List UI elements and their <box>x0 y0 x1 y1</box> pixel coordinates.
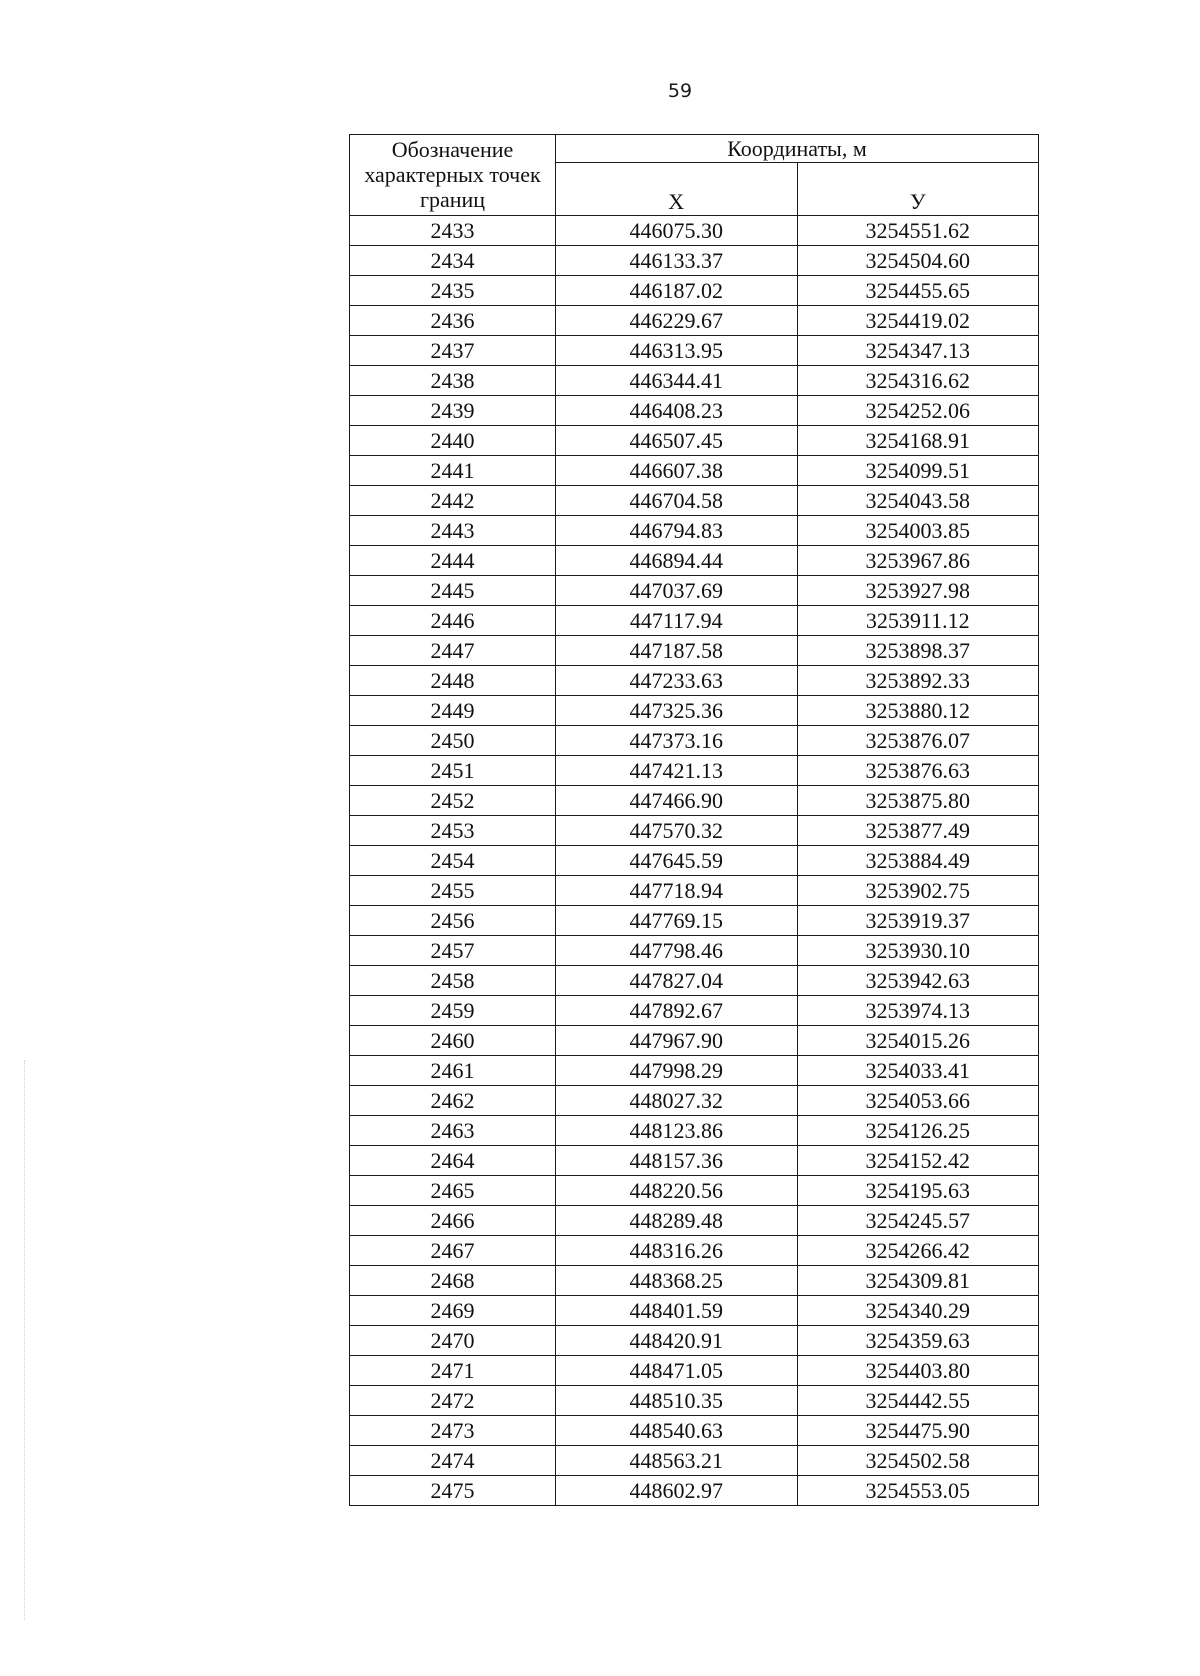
cell-y: 3254475.90 <box>797 1416 1039 1446</box>
cell-y: 3254252.06 <box>797 396 1039 426</box>
cell-x: 448471.05 <box>556 1356 798 1386</box>
cell-x: 447967.90 <box>556 1026 798 1056</box>
cell-y: 3253884.49 <box>797 846 1039 876</box>
cell-point: 2465 <box>350 1176 556 1206</box>
table-row <box>350 516 1039 546</box>
table-row <box>350 666 1039 696</box>
table-row <box>350 756 1039 786</box>
cell-x: 446794.83 <box>556 516 798 546</box>
cell-point: 2473 <box>350 1416 556 1446</box>
cell-y: 3254553.05 <box>797 1476 1039 1506</box>
header-coordinates: Координаты, м <box>556 135 1039 163</box>
table-row <box>350 906 1039 936</box>
coordinates-table <box>349 134 1039 1506</box>
header-point-designation: Обозначение характерных точек границ <box>350 135 556 216</box>
page-number: 59 <box>667 80 693 102</box>
table-row <box>350 846 1039 876</box>
cell-x: 447798.46 <box>556 936 798 966</box>
table-row <box>350 366 1039 396</box>
cell-y: 3254043.58 <box>797 486 1039 516</box>
cell-x: 448401.59 <box>556 1296 798 1326</box>
cell-point: 2458 <box>350 966 556 996</box>
header-row-1 <box>350 135 1039 163</box>
cell-y: 3254551.62 <box>797 216 1039 246</box>
cell-x: 447892.67 <box>556 996 798 1026</box>
cell-point: 2439 <box>350 396 556 426</box>
table-row <box>350 1266 1039 1296</box>
cell-x: 448289.48 <box>556 1206 798 1236</box>
cell-y: 3254316.62 <box>797 366 1039 396</box>
table-row <box>350 1386 1039 1416</box>
scan-margin-marks <box>24 1060 26 1620</box>
table-row <box>350 276 1039 306</box>
cell-point: 2440 <box>350 426 556 456</box>
cell-y: 3254504.60 <box>797 246 1039 276</box>
cell-x: 448420.91 <box>556 1326 798 1356</box>
cell-x: 448220.56 <box>556 1176 798 1206</box>
table-row <box>350 546 1039 576</box>
cell-y: 3254053.66 <box>797 1086 1039 1116</box>
cell-y: 3254502.58 <box>797 1446 1039 1476</box>
cell-x: 446313.95 <box>556 336 798 366</box>
cell-x: 446075.30 <box>556 216 798 246</box>
cell-point: 2447 <box>350 636 556 666</box>
cell-x: 447827.04 <box>556 966 798 996</box>
cell-point: 2469 <box>350 1296 556 1326</box>
cell-point: 2435 <box>350 276 556 306</box>
cell-x: 448510.35 <box>556 1386 798 1416</box>
cell-point: 2452 <box>350 786 556 816</box>
cell-point: 2434 <box>350 246 556 276</box>
cell-x: 447998.29 <box>556 1056 798 1086</box>
cell-point: 2463 <box>350 1116 556 1146</box>
cell-y: 3253880.12 <box>797 696 1039 726</box>
cell-y: 3254245.57 <box>797 1206 1039 1236</box>
cell-point: 2448 <box>350 666 556 696</box>
cell-x: 447037.69 <box>556 576 798 606</box>
cell-y: 3254099.51 <box>797 456 1039 486</box>
cell-x: 447570.32 <box>556 816 798 846</box>
table-row <box>350 1296 1039 1326</box>
cell-y: 3254152.42 <box>797 1146 1039 1176</box>
cell-y: 3254033.41 <box>797 1056 1039 1086</box>
table-row <box>350 246 1039 276</box>
cell-point: 2438 <box>350 366 556 396</box>
cell-x: 447718.94 <box>556 876 798 906</box>
table-row <box>350 1116 1039 1146</box>
cell-y: 3254003.85 <box>797 516 1039 546</box>
table-row <box>350 1416 1039 1446</box>
table-row <box>350 966 1039 996</box>
table-header <box>350 135 1039 216</box>
table-body <box>350 216 1039 1506</box>
cell-x: 447373.16 <box>556 726 798 756</box>
cell-y: 3254309.81 <box>797 1266 1039 1296</box>
cell-y: 3253877.49 <box>797 816 1039 846</box>
table-row <box>350 636 1039 666</box>
cell-x: 446507.45 <box>556 426 798 456</box>
table-row <box>350 696 1039 726</box>
table-row <box>350 816 1039 846</box>
cell-x: 446187.02 <box>556 276 798 306</box>
cell-x: 447421.13 <box>556 756 798 786</box>
cell-x: 446344.41 <box>556 366 798 396</box>
table-row <box>350 1356 1039 1386</box>
cell-point: 2442 <box>350 486 556 516</box>
cell-y: 3253876.63 <box>797 756 1039 786</box>
cell-x: 446607.38 <box>556 456 798 486</box>
cell-point: 2461 <box>350 1056 556 1086</box>
cell-x: 448602.97 <box>556 1476 798 1506</box>
cell-y: 3253898.37 <box>797 636 1039 666</box>
cell-point: 2444 <box>350 546 556 576</box>
cell-x: 448157.36 <box>556 1146 798 1176</box>
cell-x: 448368.25 <box>556 1266 798 1296</box>
cell-point: 2453 <box>350 816 556 846</box>
cell-x: 446704.58 <box>556 486 798 516</box>
table-row <box>350 726 1039 756</box>
cell-y: 3253974.13 <box>797 996 1039 1026</box>
cell-x: 447117.94 <box>556 606 798 636</box>
cell-x: 446408.23 <box>556 396 798 426</box>
table-row <box>350 606 1039 636</box>
cell-x: 448123.86 <box>556 1116 798 1146</box>
table-row <box>350 1056 1039 1086</box>
cell-x: 446894.44 <box>556 546 798 576</box>
table-row <box>350 1476 1039 1506</box>
cell-y: 3254015.26 <box>797 1026 1039 1056</box>
table-row <box>350 456 1039 486</box>
cell-y: 3253927.98 <box>797 576 1039 606</box>
cell-y: 3254195.63 <box>797 1176 1039 1206</box>
table-row <box>350 1326 1039 1356</box>
cell-point: 2441 <box>350 456 556 486</box>
cell-x: 448540.63 <box>556 1416 798 1446</box>
table-row <box>350 1176 1039 1206</box>
table-row <box>350 336 1039 366</box>
cell-y: 3254455.65 <box>797 276 1039 306</box>
table-row <box>350 876 1039 906</box>
cell-y: 3253919.37 <box>797 906 1039 936</box>
cell-x: 447233.63 <box>556 666 798 696</box>
table-row <box>350 1146 1039 1176</box>
table-row <box>350 996 1039 1026</box>
cell-x: 448316.26 <box>556 1236 798 1266</box>
cell-point: 2445 <box>350 576 556 606</box>
cell-point: 2459 <box>350 996 556 1026</box>
cell-point: 2460 <box>350 1026 556 1056</box>
table-row <box>350 426 1039 456</box>
cell-x: 447769.15 <box>556 906 798 936</box>
cell-y: 3253942.63 <box>797 966 1039 996</box>
cell-y: 3253902.75 <box>797 876 1039 906</box>
cell-point: 2455 <box>350 876 556 906</box>
cell-point: 2449 <box>350 696 556 726</box>
cell-y: 3254403.80 <box>797 1356 1039 1386</box>
cell-point: 2456 <box>350 906 556 936</box>
cell-point: 2443 <box>350 516 556 546</box>
cell-point: 2462 <box>350 1086 556 1116</box>
cell-point: 2472 <box>350 1386 556 1416</box>
cell-y: 3254126.25 <box>797 1116 1039 1146</box>
cell-point: 2468 <box>350 1266 556 1296</box>
cell-x: 447325.36 <box>556 696 798 726</box>
table-row <box>350 1026 1039 1056</box>
table-row <box>350 216 1039 246</box>
cell-point: 2457 <box>350 936 556 966</box>
cell-x: 446229.67 <box>556 306 798 336</box>
cell-point: 2475 <box>350 1476 556 1506</box>
cell-y: 3254347.13 <box>797 336 1039 366</box>
cell-point: 2470 <box>350 1326 556 1356</box>
table-row <box>350 1206 1039 1236</box>
cell-y: 3254168.91 <box>797 426 1039 456</box>
cell-x: 447187.58 <box>556 636 798 666</box>
cell-x: 447466.90 <box>556 786 798 816</box>
cell-point: 2437 <box>350 336 556 366</box>
cell-x: 448563.21 <box>556 1446 798 1476</box>
table-row <box>350 576 1039 606</box>
table-row <box>350 1236 1039 1266</box>
cell-point: 2454 <box>350 846 556 876</box>
cell-y: 3254442.55 <box>797 1386 1039 1416</box>
cell-y: 3253930.10 <box>797 936 1039 966</box>
table-row <box>350 1086 1039 1116</box>
cell-point: 2450 <box>350 726 556 756</box>
cell-y: 3253875.80 <box>797 786 1039 816</box>
cell-y: 3253911.12 <box>797 606 1039 636</box>
cell-y: 3253892.33 <box>797 666 1039 696</box>
header-y: У <box>797 163 1039 216</box>
cell-point: 2446 <box>350 606 556 636</box>
cell-point: 2467 <box>350 1236 556 1266</box>
cell-point: 2436 <box>350 306 556 336</box>
table-row <box>350 1446 1039 1476</box>
cell-y: 3254419.02 <box>797 306 1039 336</box>
cell-x: 447645.59 <box>556 846 798 876</box>
cell-x: 448027.32 <box>556 1086 798 1116</box>
cell-y: 3254266.42 <box>797 1236 1039 1266</box>
cell-x: 446133.37 <box>556 246 798 276</box>
table-row <box>350 786 1039 816</box>
cell-point: 2464 <box>350 1146 556 1176</box>
cell-point: 2466 <box>350 1206 556 1236</box>
cell-y: 3253967.86 <box>797 546 1039 576</box>
cell-y: 3254359.63 <box>797 1326 1039 1356</box>
table-row <box>350 396 1039 426</box>
cell-y: 3254340.29 <box>797 1296 1039 1326</box>
table-row <box>350 486 1039 516</box>
cell-point: 2474 <box>350 1446 556 1476</box>
cell-y: 3253876.07 <box>797 726 1039 756</box>
header-x: X <box>556 163 798 216</box>
table-row <box>350 936 1039 966</box>
cell-point: 2471 <box>350 1356 556 1386</box>
cell-point: 2433 <box>350 216 556 246</box>
cell-point: 2451 <box>350 756 556 786</box>
table-row <box>350 306 1039 336</box>
